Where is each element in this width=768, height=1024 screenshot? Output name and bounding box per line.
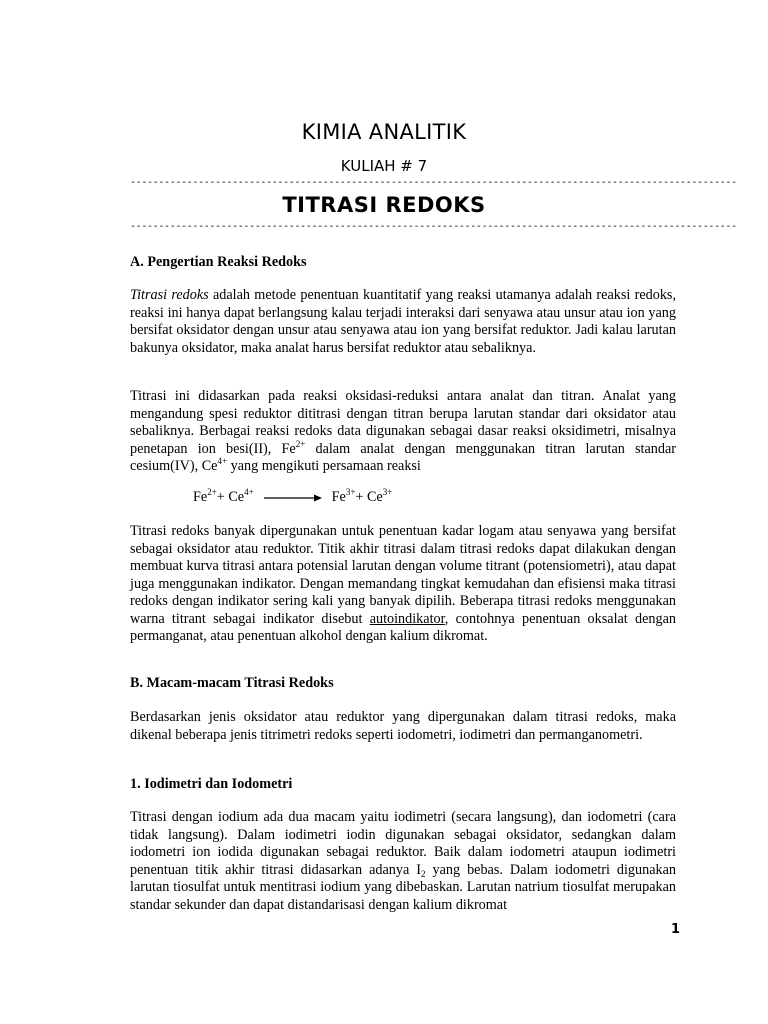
reactant-fe: $Fe^{2+}+ Ce^{4+}$ bbox=[193, 487, 254, 505]
section-b-heading: B. Macam-macam Titrasi Redoks bbox=[130, 675, 334, 691]
page-number: 1 bbox=[670, 922, 680, 937]
paragraph-text: , contohnya penentuan oksalat dengan permanganat, atau penentuan alkohol dengan kalium dikromat. bbox=[130, 610, 676, 644]
charge-superscript: 2+ bbox=[295, 438, 306, 449]
term-titrasi-redoks: Titrasi redoks bbox=[130, 287, 209, 303]
section-a-paragraph-1 bbox=[130, 287, 676, 357]
paragraph-text: Titrasi ini didasarkan pada reaksi oksidasi-reduksi antara analat dan titran. Analat yang mengandung spesi reduktor dititrasi dengan titran berupa larutan standar dari oksidator atau sebaliknya. Berbagai reaksi redoks data digunakan sebagai dasar reaksi oksidimetri, misalnya penetapan ion besi(II), Fe bbox=[130, 388, 676, 457]
section-1-heading: 1. Iodimetri dan Iodometri bbox=[130, 776, 293, 792]
dashed-rule-bottom: ----------------------------------------------------------------------------------------------------------- bbox=[130, 221, 737, 232]
paragraph-text: yang bebas. Dalam iodometri digunakan larutan tiosulfat untuk mentitrasi iodium yang dibebaskan. Larutan natrium tiosulfat merupakan standar sekunder dan dapat distandarisasi dengan kalium dikromat bbox=[130, 861, 676, 913]
lecture-number: KULIAH # 7 bbox=[340, 157, 428, 175]
subscript: 2 bbox=[420, 868, 426, 879]
paragraph-text: Titrasi redoks banyak dipergunakan untuk penentuan kadar logam atau senyawa yang bersifat sebagai oksidator atau reduktor. Titik akhir titrasi dalam titrasi redoks dapat dilakukan dengan membuat kurva titrasi antara potensial larutan dengan volume titrant (potensiometri), atau dapat juga menggunakan indikator. Dengan memandang tingkat kemudahan dan efisiensi maka titrasi redoks dengan indikator sering kali yang banyak dipilih. Beberapa titrasi redoks menggunakan warna titrant sebagai indikator disebut bbox=[130, 523, 676, 627]
products: $Fe^{3+}+ Ce^{3+}$ bbox=[331, 487, 393, 505]
section-1-paragraph-1 bbox=[130, 809, 676, 914]
paragraph-text: Titrasi dengan iodium ada dua macam yaitu iodimetri (secara langsung), dan iodometri (cara tidak langsung). Dalam iodimetri iodin digunakan sebagai oksidator, sedangkan dalam iodometri ion iodida digunakan sebagai reduktor. Baik dalam iodometri ataupun iodimetri penentuan titik akhir titrasi didasarkan adanya I bbox=[130, 809, 676, 878]
charge-superscript: 4+ bbox=[217, 456, 228, 466]
paragraph-text: yang mengikuti persamaan reaksi bbox=[227, 458, 421, 474]
reaction-arrow-icon bbox=[264, 493, 322, 503]
course-title: KIMIA ANALITIK bbox=[301, 120, 467, 144]
paragraph-text: adalah metode penentuan kuantitatif yang reaksi utamanya adalah reaksi redoks, reaksi ini hanya dapat berlangsung kalau terjadi interaksi dari senyawa atau unsur atau ion yang bersifat oksidator dengan unsur atau senyawa atau ion yang bersifat reduktor. Jadi kalau larutan bakunya oksidator, maka analat harus bersifat reduktor atau sebaliknya. bbox=[130, 287, 676, 356]
main-title: TITRASI REDOKS bbox=[282, 193, 486, 217]
paragraph-text: dalam analat dengan menggunakan titran larutan standar cesium(IV), Ce bbox=[130, 440, 677, 474]
section-a-paragraph-2 bbox=[130, 388, 676, 476]
section-b-paragraph-1: Berdasarkan jenis oksidator atau reduktor yang dipergunakan dalam titrasi redoks, maka dikenal beberapa jenis titrimetri redoks seperti iodometri, iodimetri dan permanganometri. bbox=[130, 709, 676, 743]
section-a-paragraph-3 bbox=[130, 523, 676, 646]
reaction-equation bbox=[193, 488, 392, 506]
dashed-rule-top: ----------------------------------------------------------------------------------------------------------- bbox=[130, 177, 737, 188]
term-autoindikator: autoindikator bbox=[369, 610, 445, 627]
section-a-heading: A. Pengertian Reaksi Redoks bbox=[130, 254, 307, 270]
